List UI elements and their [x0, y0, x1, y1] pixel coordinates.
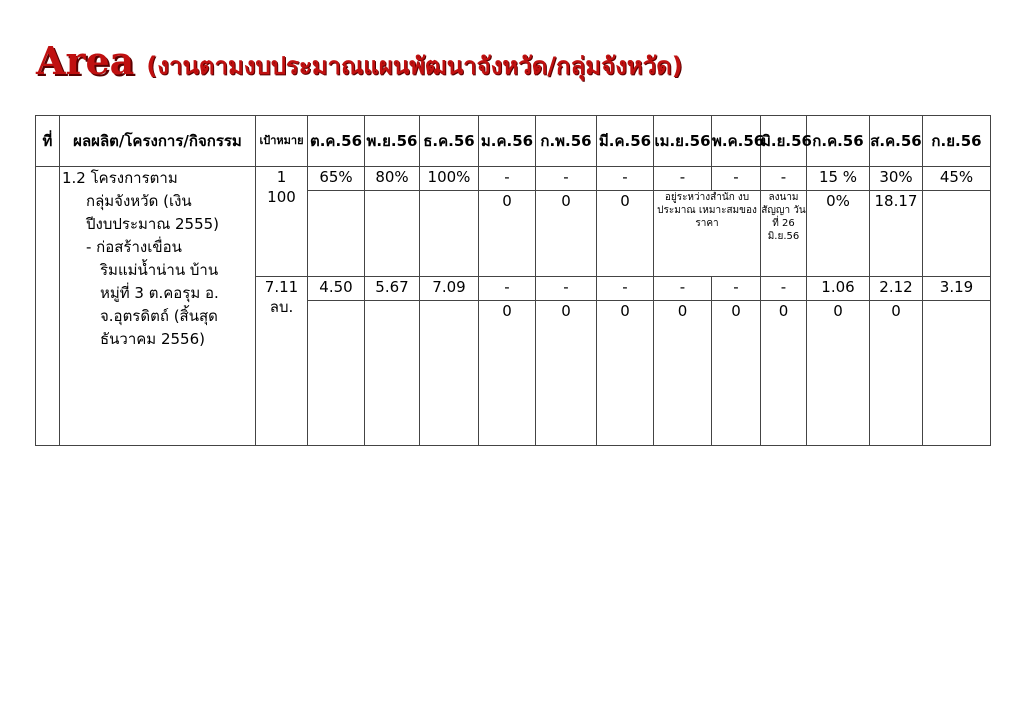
cell-actual-note-contract: ลงนาม สัญญา วันที่ 26 มิ.ย.56 [761, 191, 807, 277]
cell-plan-money: - [597, 277, 654, 301]
header-month: ก.ย.56 [923, 116, 991, 167]
project-line: หมู่ที่ 3 ต.คอรุม อ. [100, 284, 219, 302]
cell-actual-money [420, 301, 479, 446]
cell-plan-pct: - [654, 167, 712, 191]
header-month: พ.ค.56 [712, 116, 761, 167]
project-line: ธันวาคม 2556) [100, 330, 205, 348]
cell-plan-pct: - [597, 167, 654, 191]
header-month: เม.ย.56 [654, 116, 712, 167]
header-month: ส.ค.56 [870, 116, 923, 167]
project-line: ปีงบประมาณ 2555) [86, 215, 220, 233]
cell-actual-pct: 18.17 [870, 191, 923, 277]
title-main: Area [36, 38, 135, 83]
cell-plan-pct: 80% [365, 167, 420, 191]
cell-plan-money: 2.12 [870, 277, 923, 301]
header-month: ก.พ.56 [536, 116, 597, 167]
progress-table [35, 115, 991, 446]
title-subtitle: (งานตามงบประมาณแผนพัฒนาจังหวัด/กลุ่มจังหวัด) [146, 52, 683, 80]
cell-plan-money: 1.06 [807, 277, 870, 301]
cell-actual-money: 0 [712, 301, 761, 446]
cell-plan-pct: 15 % [807, 167, 870, 191]
project-line: 1.2 โครงการตาม [62, 169, 178, 187]
cell-plan-pct: 45% [923, 167, 991, 191]
cell-plan-pct: - [712, 167, 761, 191]
cell-actual-money: 0 [479, 301, 536, 446]
cell-actual-pct [923, 191, 991, 277]
cell-actual-pct: 0 [479, 191, 536, 277]
cell-target-money: 7.11 ลบ. [256, 277, 308, 446]
cell-actual-note-budget: อยู่ระหว่างสำนัก งบประมาณ เหมาะสมของราคา [654, 191, 761, 277]
project-line: กลุ่มจังหวัด (เงิน [86, 192, 192, 210]
cell-actual-pct [308, 191, 365, 277]
cell-actual-money: 0 [870, 301, 923, 446]
header-month: พ.ย.56 [365, 116, 420, 167]
cell-target-pct: 1 100 [256, 167, 308, 277]
project-line: จ.อุตรดิตถ์ (สิ้นสุด [100, 307, 218, 325]
header-month: ก.ค.56 [807, 116, 870, 167]
header-month: ต.ค.56 [308, 116, 365, 167]
project-line: - ก่อสร้างเขื่อน [86, 238, 182, 256]
cell-actual-money: 0 [597, 301, 654, 446]
cell-plan-money: - [761, 277, 807, 301]
header-no: ที่ [36, 116, 60, 167]
cell-plan-pct: - [761, 167, 807, 191]
cell-plan-money: 3.19 [923, 277, 991, 301]
header-month: มี.ค.56 [597, 116, 654, 167]
cell-plan-money: 7.09 [420, 277, 479, 301]
cell-actual-pct: 0 [597, 191, 654, 277]
cell-plan-pct: - [536, 167, 597, 191]
cell-actual-money: 0 [536, 301, 597, 446]
cell-actual-pct: 0% [807, 191, 870, 277]
cell-plan-money: 5.67 [365, 277, 420, 301]
header-month: ธ.ค.56 [420, 116, 479, 167]
cell-project [60, 167, 256, 446]
cell-plan-money: - [712, 277, 761, 301]
cell-actual-pct: 0 [536, 191, 597, 277]
cell-plan-pct: 65% [308, 167, 365, 191]
cell-actual-money: 0 [654, 301, 712, 446]
cell-plan-pct: 100% [420, 167, 479, 191]
cell-plan-pct: - [479, 167, 536, 191]
cell-actual-money [923, 301, 991, 446]
cell-actual-money [308, 301, 365, 446]
cell-plan-money: - [536, 277, 597, 301]
page-title [36, 38, 683, 88]
header-month: ม.ค.56 [479, 116, 536, 167]
header-row [36, 116, 991, 167]
cell-no [36, 167, 60, 446]
cell-plan-pct: 30% [870, 167, 923, 191]
cell-plan-money: - [654, 277, 712, 301]
header-project: ผลผลิต/โครงการ/กิจกรรม [60, 116, 256, 167]
header-target: เป้าหมาย [256, 116, 308, 167]
cell-actual-money: 0 [807, 301, 870, 446]
cell-actual-money: 0 [761, 301, 807, 446]
cell-plan-money: 4.50 [308, 277, 365, 301]
cell-actual-pct [365, 191, 420, 277]
project-line: ริมแม่น้ำน่าน บ้าน [100, 261, 219, 279]
row-plan-pct [36, 167, 991, 191]
cell-actual-money [365, 301, 420, 446]
cell-plan-money: - [479, 277, 536, 301]
cell-actual-pct [420, 191, 479, 277]
header-month: มิ.ย.56 [761, 116, 807, 167]
